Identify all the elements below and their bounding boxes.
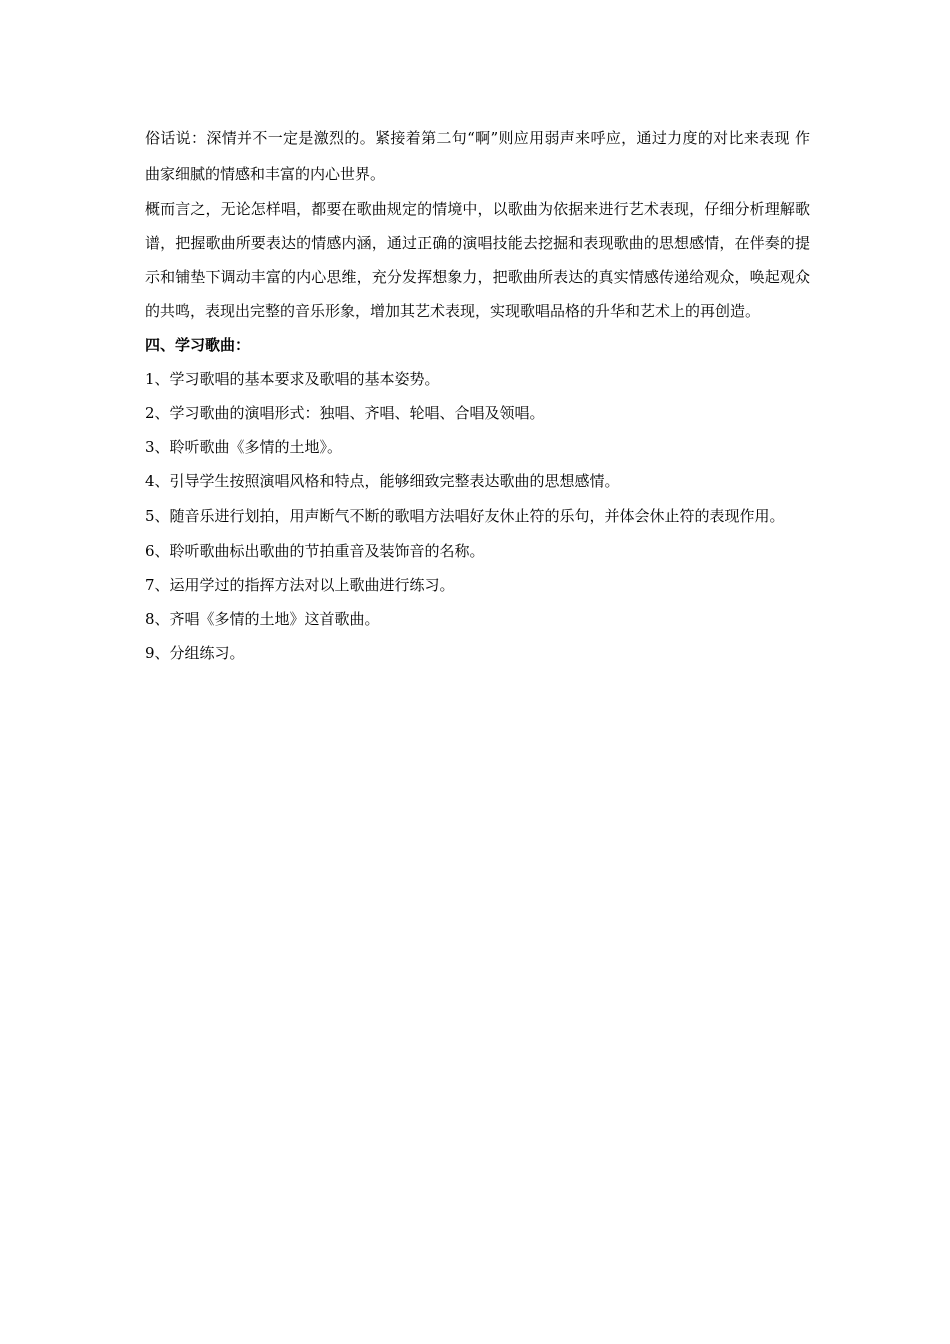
list-item: 6、聆听歌曲标出歌曲的节拍重音及装饰音的名称。 — [145, 542, 485, 560]
list-item: 9、分组练习。 — [145, 644, 245, 662]
paragraph-intro: 俗话说：深情并不一定是激烈的。紧接着第二句“啊”则应用弱声来呼应，通过力度的对比来表现 作曲家细腻的情感和丰富的内心世界。 — [145, 129, 810, 183]
section-heading: 四、学习歌曲： — [145, 336, 251, 354]
list-item: 2、学习歌曲的演唱形式：独唱、齐唱、轮唱、合唱及领唱。 — [145, 404, 545, 422]
document-body — [145, 120, 810, 670]
list-item: 5、随音乐进行划拍，用声断气不断的歌唱方法唱好友休止符的乐句，并体会休止符的表现作用。 — [145, 507, 785, 525]
list-item: 1、学习歌唱的基本要求及歌唱的基本姿势。 — [145, 370, 440, 388]
list-item: 4、引导学生按照演唱风格和特点，能够细致完整表达歌曲的思想感情。 — [145, 472, 620, 490]
paragraph-summary: 概而言之，无论怎样唱，都要在歌曲规定的情境中，以歌曲为依据来进行艺术表现，仔细分析理解歌谱，把握歌曲所要表达的情感内涵，通过正确的演唱技能去挖掘和表现歌曲的思想感情，在伴奏的提示和铺垫下调动丰富的内心思维，充分发挥想象力，把歌曲所表达的真实情感传递给观众，唤起观众的共鸣，表现出完整的音乐形象，增加其艺术表现，实现歌唱品格的升华和艺术上的再创造。 — [145, 200, 810, 320]
list-item: 8、齐唱《多情的土地》这首歌曲。 — [145, 610, 380, 628]
learning-steps-list — [145, 362, 810, 670]
list-item: 7、运用学过的指挥方法对以上歌曲进行练习。 — [145, 576, 455, 594]
list-item: 3、聆听歌曲《多情的土地》。 — [145, 438, 343, 456]
